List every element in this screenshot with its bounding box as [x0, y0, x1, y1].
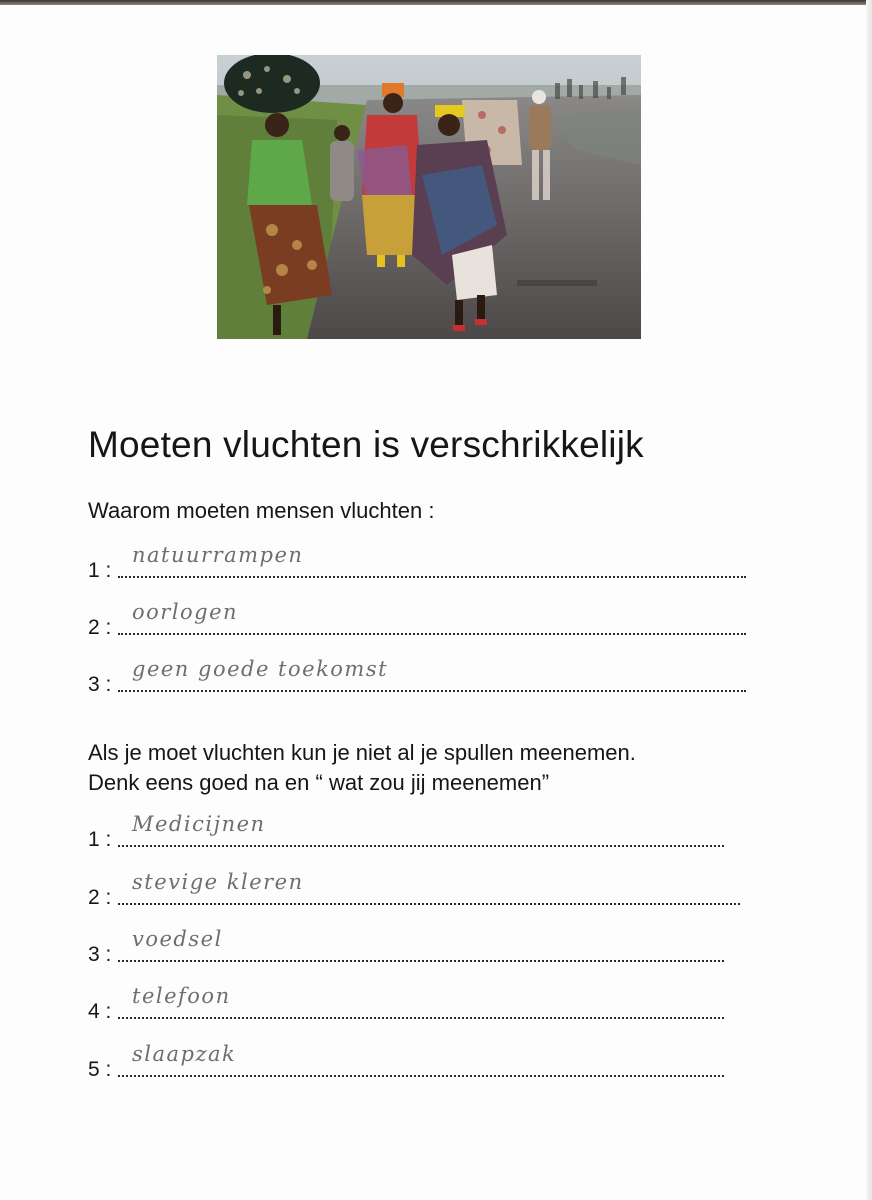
dotted-line — [118, 845, 724, 847]
instruction-line-2: Denk eens goed na en “ wat zou jij meenemen” — [88, 770, 550, 795]
page-title: Moeten vluchten is verschrikkelijk — [88, 424, 644, 465]
dotted-line — [118, 633, 746, 635]
answer-number: 2 : — [88, 886, 112, 909]
handwritten-answer: natuurrampen — [132, 543, 304, 567]
handwritten-answer: Medicijnen — [132, 812, 266, 836]
answer-number: 4 : — [88, 1000, 112, 1023]
dotted-line — [118, 903, 740, 905]
dotted-line — [118, 576, 746, 578]
dotted-line — [118, 960, 724, 962]
answer-line — [88, 657, 748, 700]
answer-line — [88, 543, 748, 586]
handwritten-answer: telefoon — [132, 984, 231, 1008]
scan-right-edge — [866, 0, 872, 1200]
handwritten-answer: voedsel — [132, 927, 223, 951]
question-why-flee: Waarom moeten mensen vluchten : — [88, 498, 435, 523]
answer-line — [88, 600, 748, 643]
answer-line — [88, 1042, 728, 1085]
answer-line — [88, 927, 728, 970]
handwritten-answer: stevige kleren — [132, 870, 304, 894]
handwritten-answer: slaapzak — [132, 1042, 237, 1066]
answer-number: 5 : — [88, 1058, 112, 1081]
dotted-line — [118, 690, 746, 692]
answer-line — [88, 812, 728, 855]
instruction-line-1: Als je moet vluchten kun je niet al je spullen meenemen. — [88, 740, 636, 765]
handwritten-answer: oorlogen — [132, 600, 239, 624]
dotted-line — [118, 1075, 724, 1077]
answer-number: 1 : — [88, 828, 112, 851]
answer-line — [88, 870, 748, 913]
instruction-paragraph — [88, 738, 636, 798]
dotted-line — [118, 1017, 724, 1019]
answer-line — [88, 984, 728, 1027]
handwritten-answer: geen goede toekomst — [132, 657, 389, 681]
scan-top-edge — [0, 0, 872, 5]
answer-number: 3 : — [88, 673, 112, 696]
refugees-photo — [217, 55, 641, 339]
answer-number: 1 : — [88, 559, 112, 582]
answer-number: 2 : — [88, 616, 112, 639]
answer-number: 3 : — [88, 943, 112, 966]
